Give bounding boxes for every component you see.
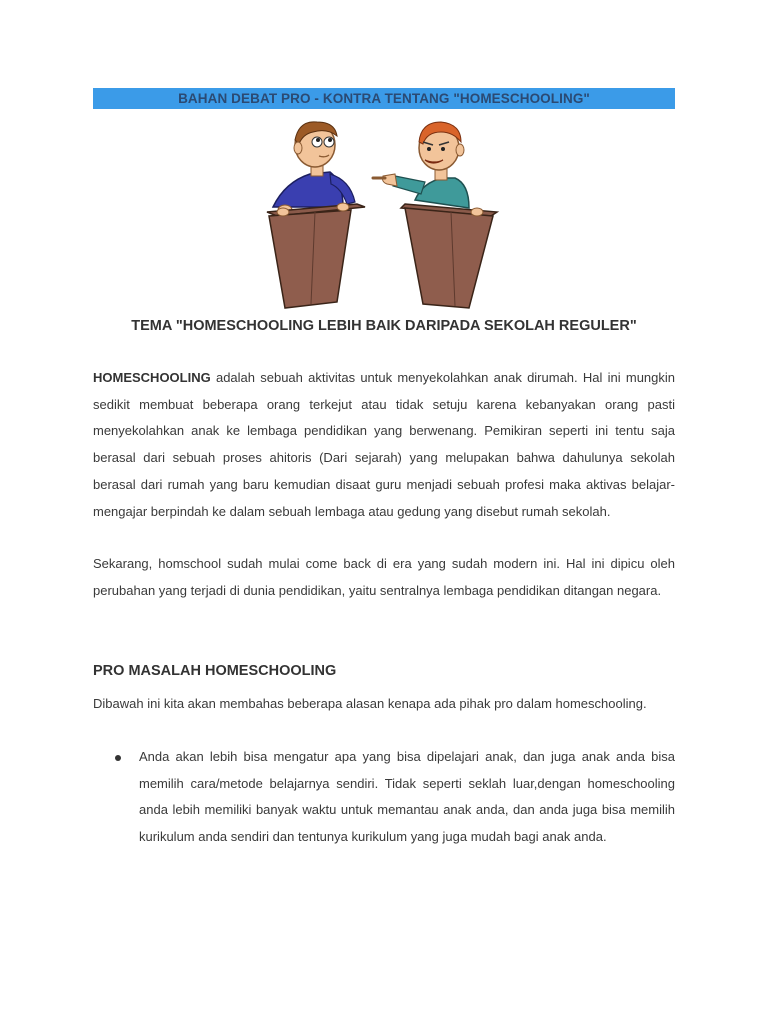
pro-point-text: Anda akan lebih bisa mengatur apa yang bisa dipelajari anak, dan juga anak anda bisa memilih cara/metode belajarnya sendiri. Tidak seperti seklah luar,dengan homeschooling anda lebih memiliki banyak waktu untuk memantau anak anda, dan anda juga bisa memilih kurikulum anda sendiri dan tentunya kurikulum yang juga mudah bagi anak anda. bbox=[139, 749, 675, 845]
list-item bbox=[139, 744, 675, 851]
title-banner: BAHAN DEBAT PRO - KONTRA TENTANG "HOMESCHOOLING" bbox=[93, 88, 675, 109]
debate-illustration bbox=[255, 112, 515, 312]
intro-paragraph bbox=[93, 365, 675, 525]
theme-heading: TEMA "HOMESCHOOLING LEBIH BAIK DARIPADA SEKOLAH REGULER" bbox=[131, 318, 637, 334]
left-debater-figure bbox=[267, 122, 365, 308]
right-debater-figure bbox=[373, 122, 497, 308]
intro-text: adalah sebuah aktivitas untuk menyekolahkan anak dirumah. Hal ini mungkin sedikit membuat beberapa orang terkejut atau tidak setuju karena kebanyakan orang pasti menyekolahkan anak ke lembaga pendidikan yang berwenang. Pemikiran seperti ini tentu saja berasal dari sebuah proses ahitoris (Dari sejarah) yang melupakan bahwa dahulunya sekolah berasal dari rumah yang baru kemudian disaat guru menjadi sebuah profesi maka aktivas belajar-mengajar berpindah ke dalam sebuah lembaga atau gedung yang disebut rumah sekolah. bbox=[93, 370, 675, 519]
bullet-icon bbox=[115, 755, 121, 761]
intro-term: HOMESCHOOLING bbox=[93, 370, 211, 385]
pro-section-heading: PRO MASALAH HOMESCHOOLING bbox=[93, 663, 337, 679]
pro-intro-paragraph: Dibawah ini kita akan membahas beberapa alasan kenapa ada pihak pro dalam homeschooling. bbox=[93, 696, 647, 711]
second-paragraph: Sekarang, homschool sudah mulai come back di era yang sudah modern ini. Hal ini dipicu oleh perubahan yang terjadi di dunia pendidikan, yaitu sentralnya lembaga pendidikan ditangan negara. bbox=[93, 556, 675, 598]
pro-points-list bbox=[139, 744, 675, 851]
